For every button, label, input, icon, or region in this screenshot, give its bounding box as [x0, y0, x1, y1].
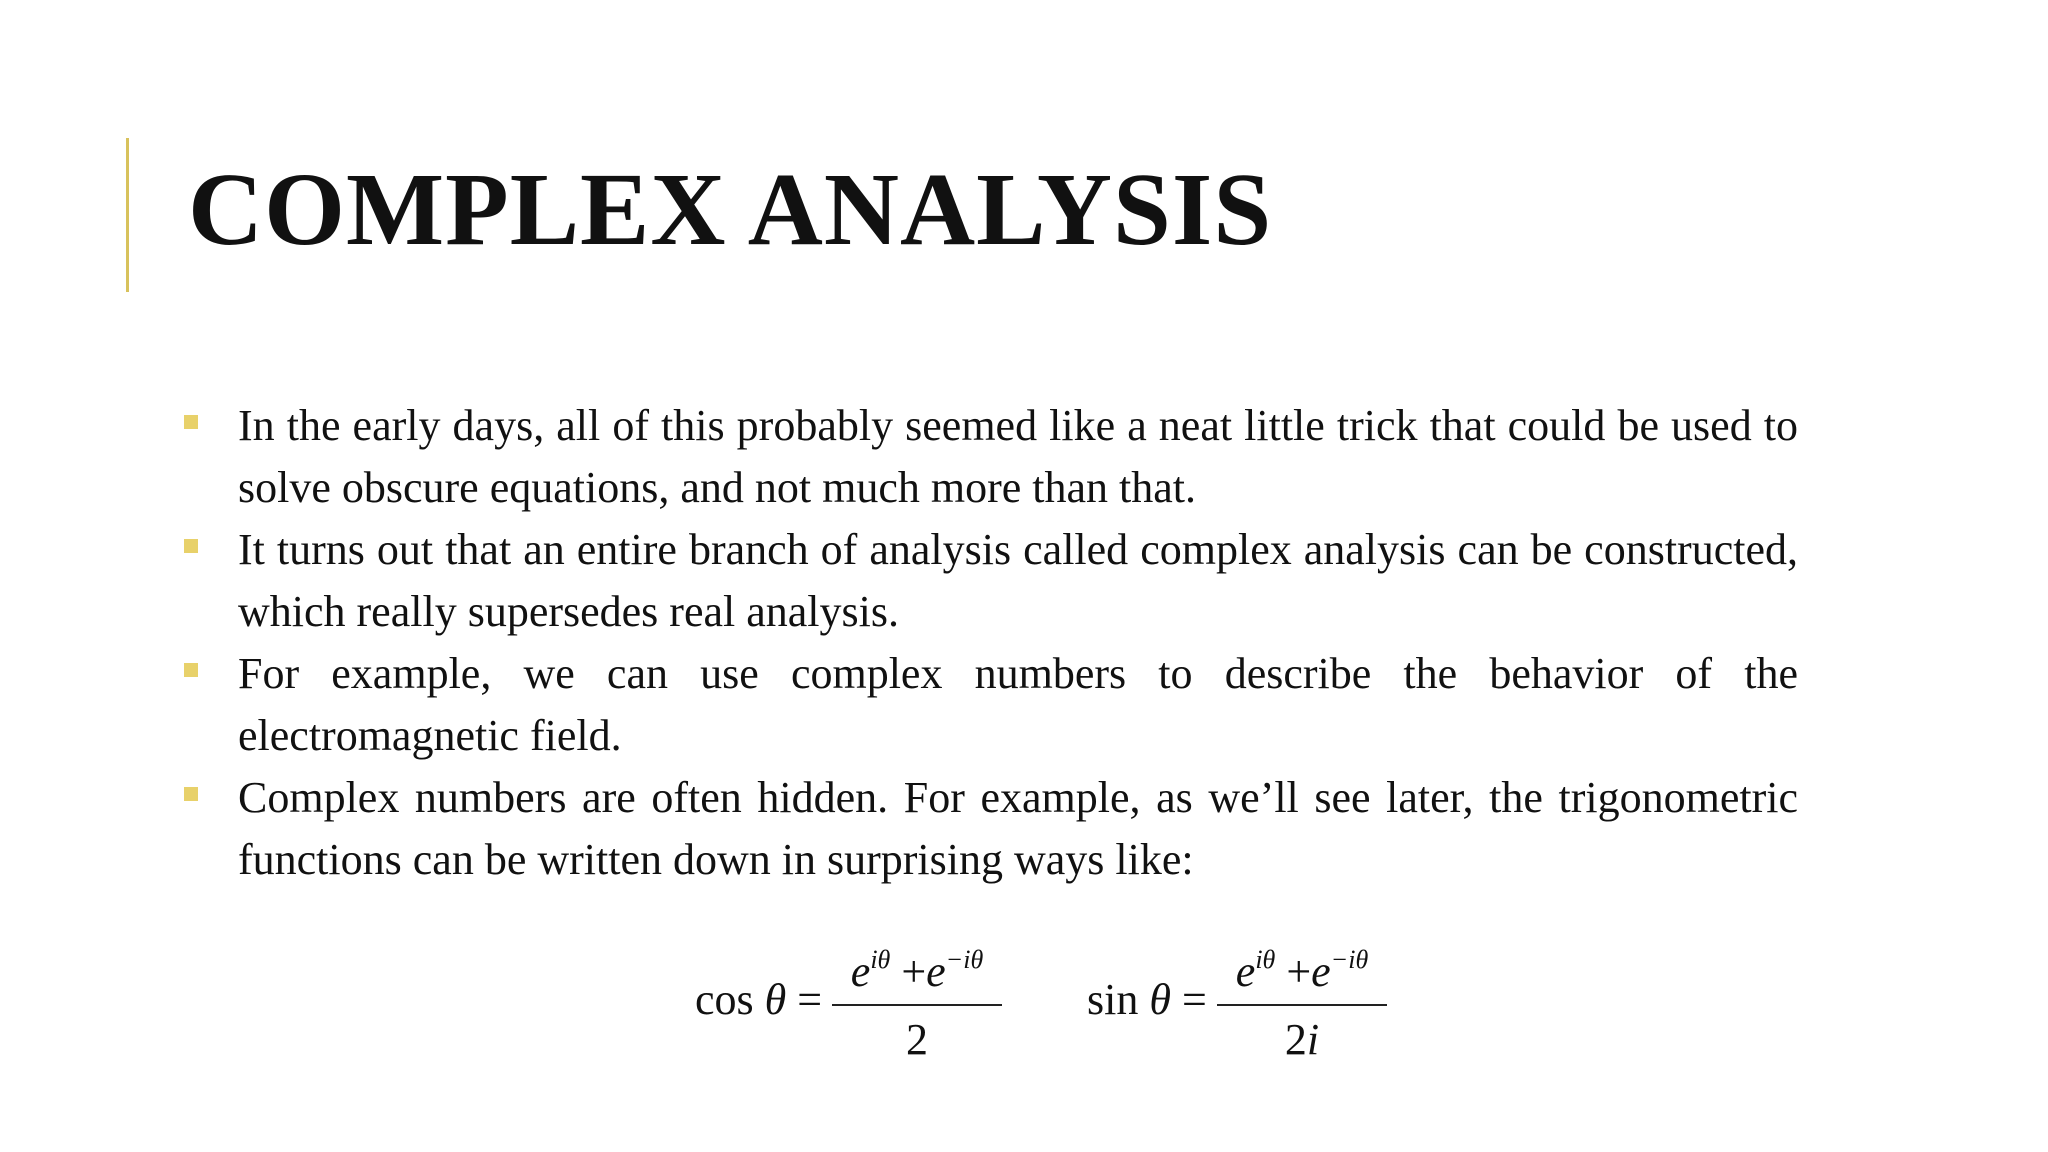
- sin-plus: +: [1286, 947, 1312, 996]
- formula-area: [695, 930, 1415, 1070]
- bullet-item: [178, 643, 1798, 767]
- cos-fraction-bar: [832, 1004, 1002, 1006]
- cos-theta: θ: [764, 975, 787, 1024]
- sin-fraction-bar: [1217, 1004, 1387, 1006]
- title-accent-bar: [126, 138, 129, 292]
- cos-num-exp-2: −iθ: [945, 945, 984, 974]
- square-bullet-icon: [184, 663, 198, 677]
- bullet-text: It turns out that an entire branch of analysis called complex analysis can be constructed, which really supersedes real analysis.: [238, 525, 1798, 636]
- cos-fraction: [832, 930, 1002, 1070]
- sin-num-exp-1: iθ: [1255, 945, 1276, 974]
- cos-num-base-1: e: [850, 947, 871, 996]
- bullet-list: [178, 395, 1798, 891]
- bullet-text: For example, we can use complex numbers to describe the behavior of the electromagnetic field.: [238, 649, 1798, 760]
- sin-fraction: [1217, 930, 1387, 1070]
- sin-den-imaginary-unit: i: [1306, 1015, 1320, 1064]
- sin-den-coefficient: 2: [1284, 1015, 1307, 1064]
- square-bullet-icon: [184, 539, 198, 553]
- cos-lhs: [695, 975, 823, 1024]
- bullet-item: [178, 519, 1798, 643]
- cos-denominator: 2: [906, 1015, 928, 1064]
- sin-equals: =: [1181, 975, 1207, 1024]
- slide-title: COMPLEX ANALYSIS: [188, 152, 1273, 267]
- square-bullet-icon: [184, 787, 198, 801]
- cos-function-name: cos: [695, 975, 754, 1024]
- cos-numerator: [832, 945, 1002, 996]
- bullet-item: [178, 395, 1798, 519]
- cos-plus: +: [901, 947, 927, 996]
- sin-denominator: [1217, 1015, 1387, 1064]
- cos-equals: =: [797, 975, 823, 1024]
- bullet-text: Complex numbers are often hidden. For example, as we’ll see later, the trigonometric functions can be written down in surprising ways like:: [238, 773, 1798, 884]
- sin-theta: θ: [1149, 975, 1171, 1024]
- sin-numerator: [1217, 945, 1387, 996]
- cos-num-base-2: e: [926, 947, 946, 996]
- square-bullet-icon: [184, 415, 198, 429]
- sin-function-name: sin: [1087, 975, 1139, 1024]
- bullet-item: [178, 767, 1798, 891]
- cos-num-exp-1: iθ: [870, 945, 891, 974]
- sin-num-exp-2: −iθ: [1330, 945, 1369, 974]
- bullet-text: In the early days, all of this probably seemed like a neat little trick that could be used to solve obscure equations, and not much more than that.: [238, 401, 1798, 512]
- sin-num-base-2: e: [1311, 947, 1331, 996]
- sin-num-base-1: e: [1235, 947, 1256, 996]
- sin-lhs: [1087, 975, 1207, 1024]
